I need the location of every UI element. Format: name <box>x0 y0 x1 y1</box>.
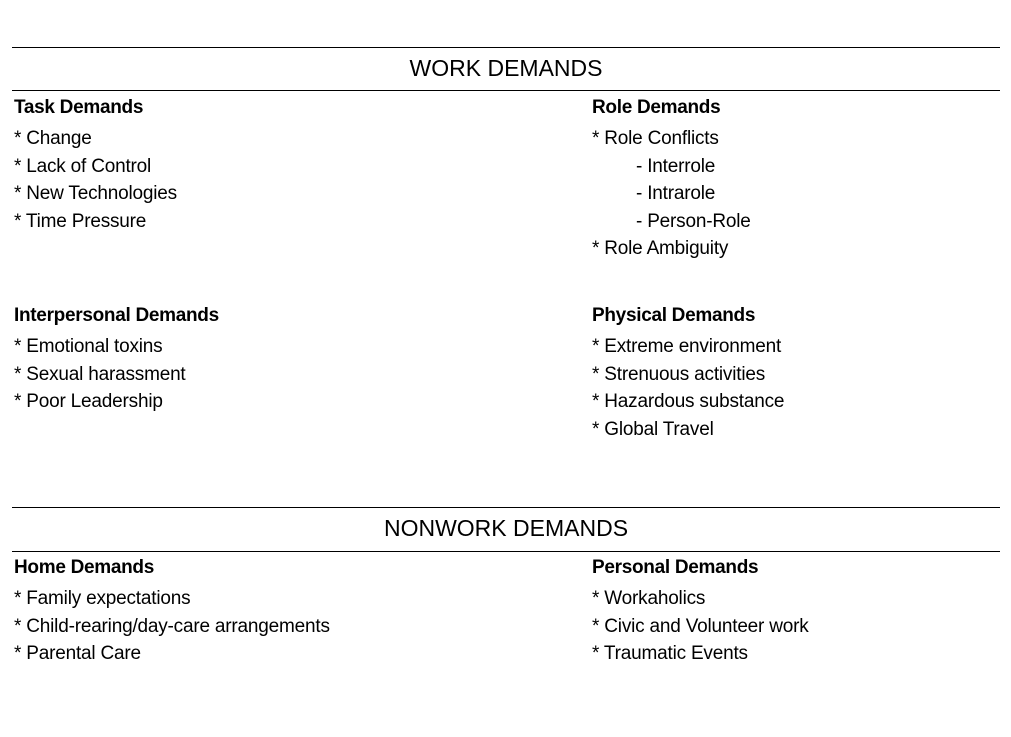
nonwork-demands-title: NONWORK DEMANDS <box>383 515 629 541</box>
list-subitem: - Interrole <box>636 155 716 177</box>
list-subitem: - Person-Role <box>636 210 751 232</box>
list-item: * Sexual harassment <box>14 363 186 385</box>
list-item: * Child-rearing/day-care arrangements <box>14 615 330 637</box>
list-item: * Hazardous substance <box>592 391 785 412</box>
list-item: * Change <box>14 128 92 149</box>
top-divider <box>12 47 1000 48</box>
list-item: * Role Ambiguity <box>592 238 729 259</box>
home-demands-list <box>14 585 330 668</box>
task-demands-section <box>14 97 177 235</box>
physical-demands-heading: Physical Demands <box>592 305 756 326</box>
list-item: * Strenuous activities <box>592 363 766 385</box>
physical-demands-list <box>592 333 784 443</box>
work-title-divider <box>12 90 1000 91</box>
list-item: * Workaholics <box>592 588 706 609</box>
list-item: * Time Pressure <box>14 210 147 232</box>
role-demands-heading: Role Demands <box>592 97 721 118</box>
list-subitem: - Intrarole <box>636 183 716 204</box>
list-item: * Global Travel <box>592 418 714 440</box>
home-demands-heading: Home Demands <box>14 557 154 578</box>
list-item: * Emotional toxins <box>14 336 163 357</box>
task-demands-heading: Task Demands <box>14 97 144 118</box>
task-demands-list <box>14 125 177 235</box>
list-item: * Role Conflicts <box>592 128 719 149</box>
interpersonal-demands-heading: Interpersonal Demands <box>14 305 219 326</box>
nonwork-title-divider <box>12 551 1000 552</box>
list-item: * New Technologies <box>14 183 177 204</box>
nonwork-top-divider <box>12 507 1000 508</box>
work-demands-title: WORK DEMANDS <box>409 55 603 81</box>
home-demands-section <box>14 557 330 668</box>
personal-demands-list <box>592 585 809 668</box>
role-demands-section <box>592 97 751 263</box>
personal-demands-section <box>592 557 809 668</box>
interpersonal-demands-section <box>14 305 219 416</box>
list-item: * Extreme environment <box>592 336 782 357</box>
list-item: * Parental Care <box>14 643 141 664</box>
personal-demands-heading: Personal Demands <box>592 557 759 578</box>
list-item: * Family expectations <box>14 588 191 609</box>
physical-demands-section <box>592 305 784 443</box>
interpersonal-demands-list <box>14 333 219 416</box>
list-item: * Poor Leadership <box>14 391 163 412</box>
list-item: * Traumatic Events <box>592 643 748 664</box>
list-item: * Lack of Control <box>14 155 152 177</box>
role-demands-list <box>592 125 751 263</box>
list-item: * Civic and Volunteer work <box>592 615 809 637</box>
